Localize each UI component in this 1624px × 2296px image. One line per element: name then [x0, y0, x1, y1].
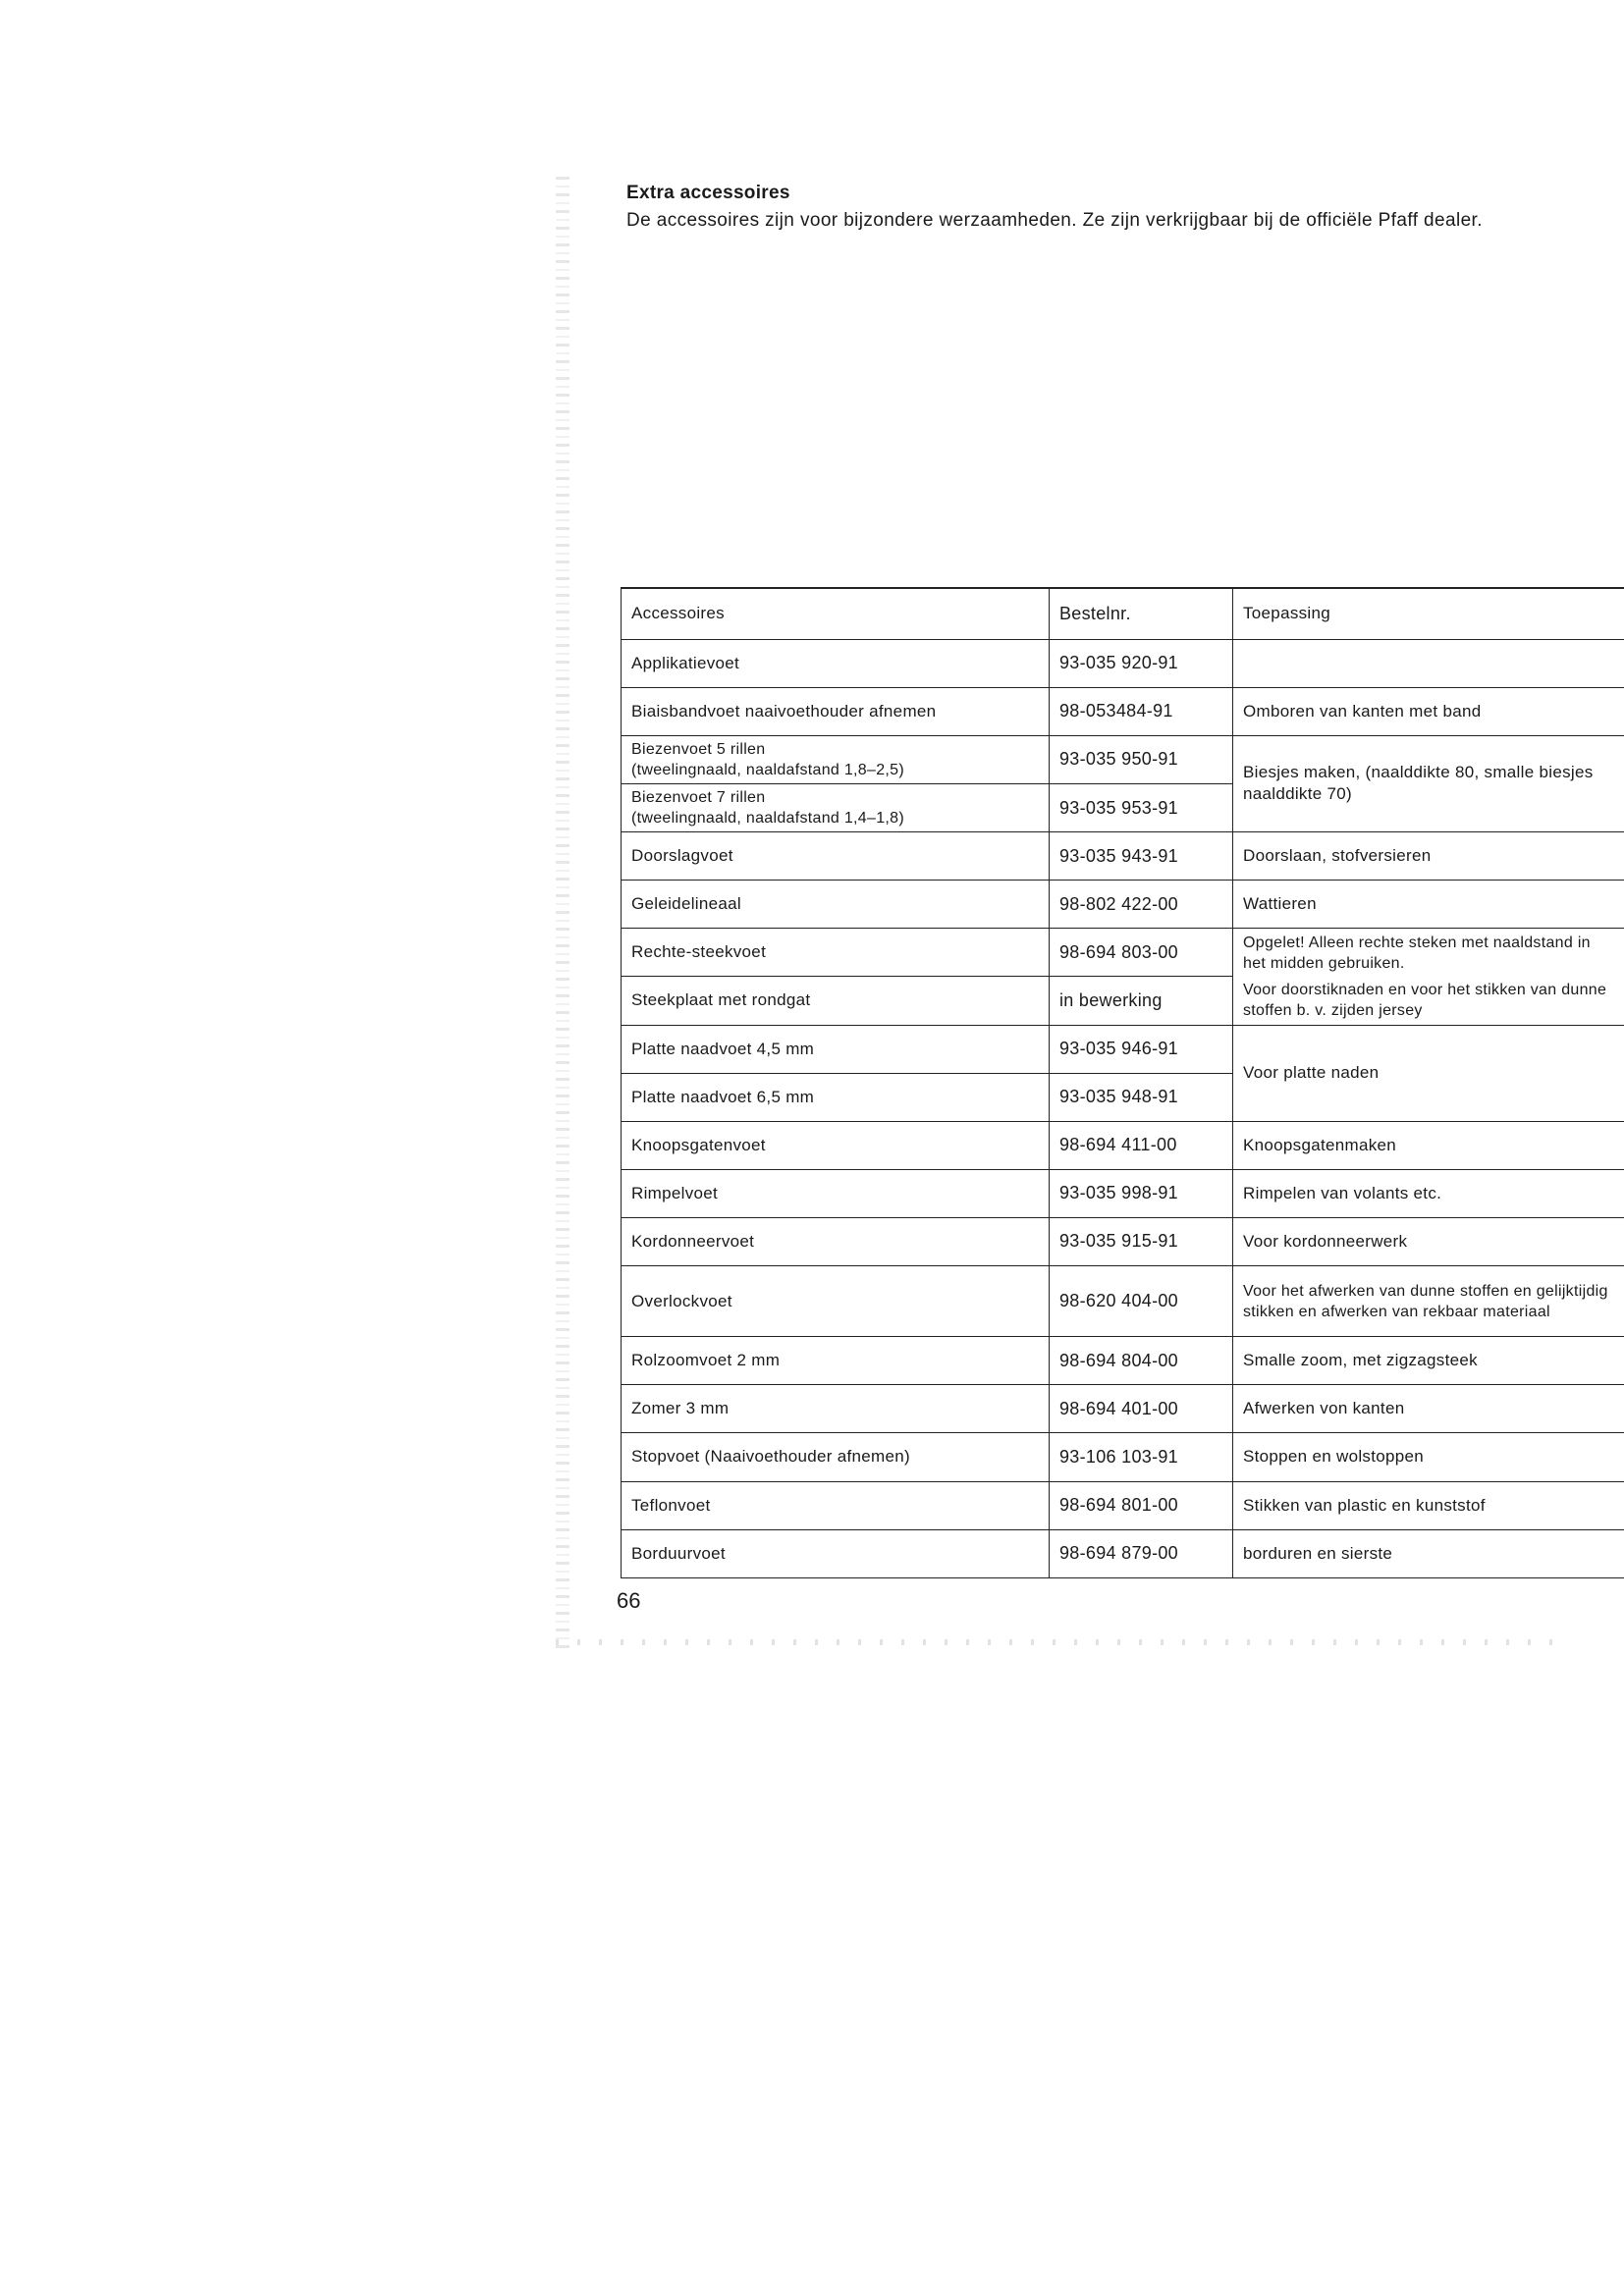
usage-text: Rimpelen van volants etc.: [1233, 1169, 1624, 1217]
scan-bottom-artifact: [556, 1639, 1567, 1645]
usage-text: Doorslaan, stofversieren: [1233, 832, 1624, 881]
order-number: 93-035 946-91: [1050, 1025, 1233, 1073]
column-header-bestelnr: Bestelnr.: [1050, 588, 1233, 639]
table-row: [622, 1385, 1624, 1433]
order-number: 98-802 422-00: [1050, 881, 1233, 929]
table-row: [622, 735, 1624, 783]
table-row: [622, 1529, 1624, 1577]
usage-text: Voor platte naden: [1233, 1025, 1624, 1121]
table-row: [622, 1217, 1624, 1265]
usage-text: Stoppen en wolstoppen: [1233, 1433, 1624, 1481]
accessory-name-cell: [622, 783, 1050, 831]
table-row: [622, 1337, 1624, 1385]
table-row: [622, 1433, 1624, 1481]
intro-paragraph: De accessoires zijn voor bijzondere werzaamheden. Ze zijn verkrijgbaar bij de officiële Pfaff dealer.: [626, 210, 1483, 231]
accessory-name: Rimpelvoet: [622, 1169, 1050, 1217]
table-row: [622, 687, 1624, 735]
usage-text: Voor doorstiknaden en voor het stikken van dunne stoffen b. v. zijden jersey: [1233, 977, 1624, 1025]
accessory-name: Rolzoomvoet 2 mm: [622, 1337, 1050, 1385]
order-number: 93-035 915-91: [1050, 1217, 1233, 1265]
table-row: [622, 1121, 1624, 1169]
column-header-accessoires: Accessoires: [622, 588, 1050, 639]
usage-text: Voor het afwerken van dunne stoffen en gelijktijdig stikken en afwerken van rekbaar materiaal: [1233, 1266, 1624, 1337]
order-number: 93-035 920-91: [1050, 639, 1233, 687]
accessory-name: Overlockvoet: [622, 1266, 1050, 1337]
order-number: 93-106 103-91: [1050, 1433, 1233, 1481]
usage-text: Afwerken von kanten: [1233, 1385, 1624, 1433]
usage-text: Knoopsgatenmaken: [1233, 1121, 1624, 1169]
page-title: Extra accessoires: [626, 183, 790, 203]
order-number: 98-694 411-00: [1050, 1121, 1233, 1169]
table-row: [622, 977, 1624, 1025]
accessory-name: Platte naadvoet 6,5 mm: [622, 1073, 1050, 1121]
order-number: 93-035 948-91: [1050, 1073, 1233, 1121]
accessory-name: Platte naadvoet 4,5 mm: [622, 1025, 1050, 1073]
usage-text: Wattieren: [1233, 881, 1624, 929]
table-row: [622, 881, 1624, 929]
accessory-detail: (tweelingnaald, naaldafstand 1,8–2,5): [631, 761, 904, 778]
usage-text: Stikken van plastic en kunststof: [1233, 1481, 1624, 1529]
accessory-name: Biaisbandvoet naaivoethouder afnemen: [622, 687, 1050, 735]
accessory-name: Teflonvoet: [622, 1481, 1050, 1529]
table-row: [622, 832, 1624, 881]
accessory-name: Knoopsgatenvoet: [622, 1121, 1050, 1169]
usage-text: Omboren van kanten met band: [1233, 687, 1624, 735]
order-number: 98-694 401-00: [1050, 1385, 1233, 1433]
order-number: 93-035 950-91: [1050, 735, 1233, 783]
table-row: [622, 1025, 1624, 1073]
accessory-name: Zomer 3 mm: [622, 1385, 1050, 1433]
scan-margin-artifact: [556, 177, 569, 1649]
page-number: 66: [617, 1588, 641, 1613]
column-header-toepassing: Toepassing: [1233, 588, 1624, 639]
accessory-name: Biezenvoet 5 rillen: [631, 740, 766, 758]
accessory-name: Borduurvoet: [622, 1529, 1050, 1577]
accessories-table: [621, 587, 1624, 1578]
accessory-name: Geleidelineaal: [622, 881, 1050, 929]
table-row: [622, 1266, 1624, 1337]
order-number: 98-694 801-00: [1050, 1481, 1233, 1529]
order-number: in bewerking: [1050, 977, 1233, 1025]
table-row: [622, 929, 1624, 977]
usage-text: [1233, 639, 1624, 687]
accessory-name-cell: [622, 735, 1050, 783]
accessory-name: Biezenvoet 7 rillen: [631, 789, 766, 806]
accessory-detail: (tweelingnaald, naaldafstand 1,4–1,8): [631, 810, 904, 827]
usage-text: Smalle zoom, met zigzagsteek: [1233, 1337, 1624, 1385]
accessory-name: Rechte-steekvoet: [622, 929, 1050, 977]
accessory-name: Steekplaat met rondgat: [622, 977, 1050, 1025]
usage-text: Voor kordonneerwerk: [1233, 1217, 1624, 1265]
accessory-name: Doorslagvoet: [622, 832, 1050, 881]
order-number: 93-035 998-91: [1050, 1169, 1233, 1217]
order-number: 98-694 879-00: [1050, 1529, 1233, 1577]
order-number: 93-035 953-91: [1050, 783, 1233, 831]
accessory-name: Kordonneervoet: [622, 1217, 1050, 1265]
order-number: 93-035 943-91: [1050, 832, 1233, 881]
table-row: [622, 1481, 1624, 1529]
table-row: [622, 639, 1624, 687]
accessory-name: Stopvoet (Naaivoethouder afnemen): [622, 1433, 1050, 1481]
usage-text: borduren en sierste: [1233, 1529, 1624, 1577]
order-number: 98-694 804-00: [1050, 1337, 1233, 1385]
order-number: 98-694 803-00: [1050, 929, 1233, 977]
usage-text: Opgelet! Alleen rechte steken met naaldstand in het midden gebruiken.: [1233, 929, 1624, 977]
usage-text: Biesjes maken, (naalddikte 80, smalle biesjes naalddikte 70): [1233, 735, 1624, 831]
table-header-row: [622, 588, 1624, 639]
order-number: 98-620 404-00: [1050, 1266, 1233, 1337]
order-number: 98-053484-91: [1050, 687, 1233, 735]
accessory-name: Applikatievoet: [622, 639, 1050, 687]
table-row: [622, 1169, 1624, 1217]
